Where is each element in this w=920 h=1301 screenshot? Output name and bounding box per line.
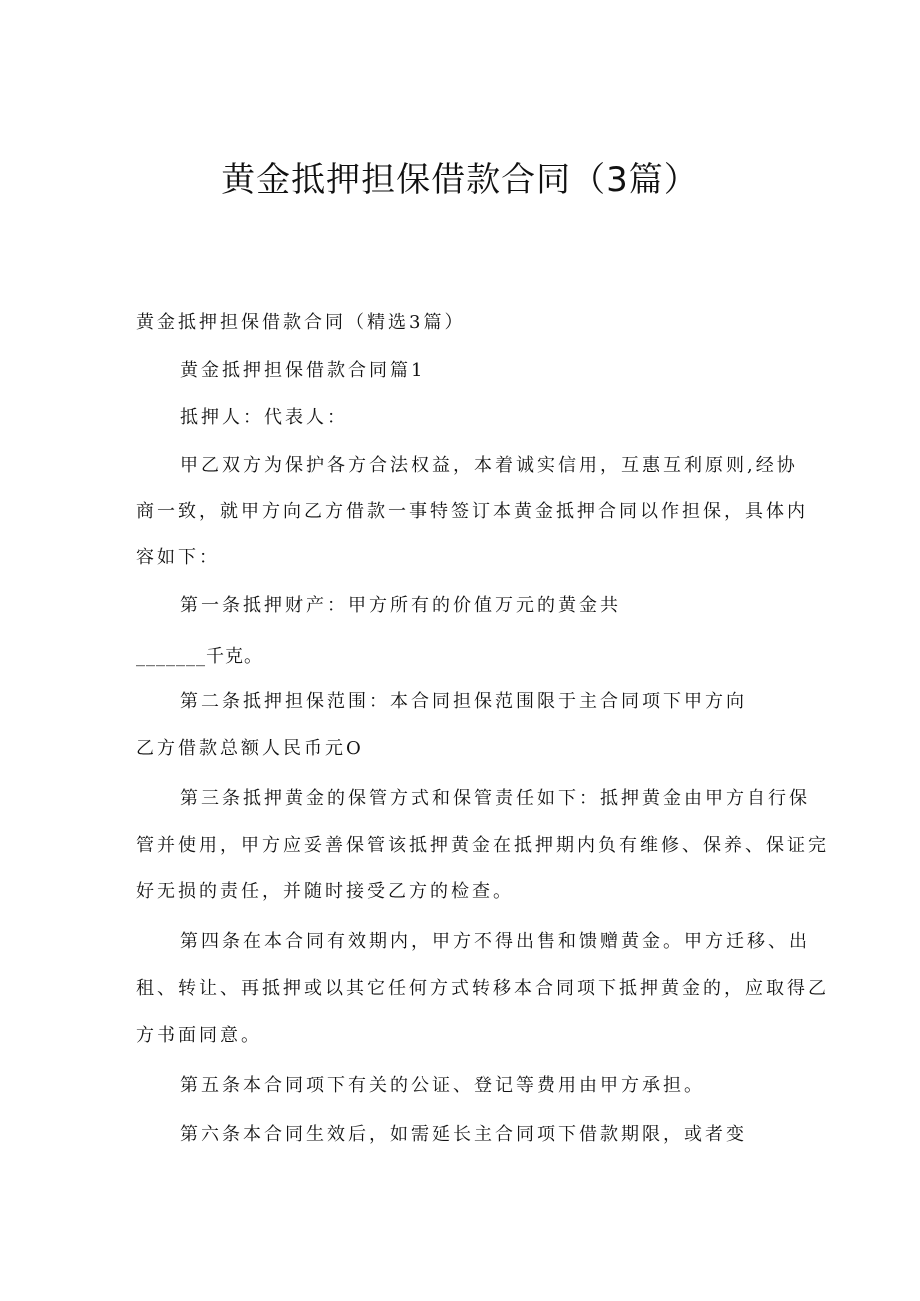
article-3-line: 好无损的责任，并随时接受乙方的检查。 bbox=[136, 881, 514, 902]
article-3-line: 第三条抵押黄金的保管方式和保管责任如下：抵押黄金由甲方自行保 bbox=[180, 788, 810, 809]
article-5-line: 第五条本合同项下有关的公证、登记等费用由甲方承担。 bbox=[180, 1075, 705, 1096]
article-6-line: 第六条本合同生效后，如需延长主合同项下借款期限，或者变 bbox=[180, 1124, 747, 1145]
article-1-line: 第一条抵押财产：甲方所有的价值万元的黄金共 bbox=[180, 595, 621, 616]
article-4-line: 租、转让、再抵押或以其它任何方式转移本合同项下抵押黄金的，应取得乙 bbox=[136, 978, 829, 999]
article-4-line: 第四条在本合同有效期内，甲方不得出售和馈赠黄金。甲方迁移、出 bbox=[180, 931, 810, 952]
parties-line: 抵押人：代表人： bbox=[180, 407, 348, 428]
document-title: 黄金抵押担保借款合同（3篇） bbox=[221, 160, 699, 200]
article-2-line: 第二条抵押担保范围：本合同担保范围限于主合同项下甲方向 bbox=[180, 691, 747, 712]
paragraph-line: 甲乙双方为保护各方合法权益，本着诚实信用，互惠互利原则,经协 bbox=[180, 455, 798, 476]
article-1-blank-line: _______千克。 bbox=[136, 646, 263, 667]
document-subtitle: 黄金抵押担保借款合同（精选3篇） bbox=[136, 312, 466, 333]
paragraph-line: 商一致，就甲方向乙方借款一事特签订本黄金抵押合同以作担保，具体内 bbox=[136, 501, 808, 522]
article-4-line: 方书面同意。 bbox=[136, 1025, 262, 1046]
section-heading: 黄金抵押担保借款合同篇1 bbox=[180, 360, 426, 381]
article-3-line: 管并使用，甲方应妥善保管该抵押黄金在抵押期内负有维修、保养、保证完 bbox=[136, 835, 829, 856]
article-2-line: 乙方借款总额人民币元O bbox=[136, 738, 364, 759]
paragraph-line: 容如下： bbox=[136, 547, 220, 568]
